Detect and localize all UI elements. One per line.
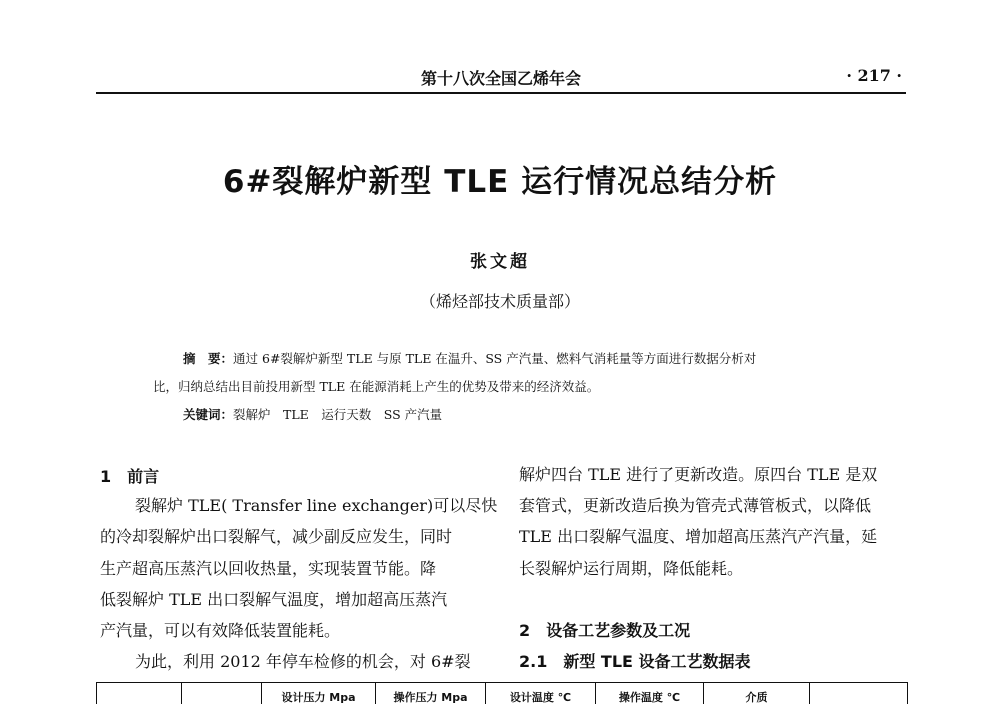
conference-name: 第十八次全国乙烯年会 [420, 69, 581, 88]
keywords-line [183, 407, 442, 423]
author-name: 张文超 [470, 252, 530, 272]
right-paragraph-line: TLE 出口裂解气温度、增加超高压蒸汽产汽量，延 [519, 527, 878, 546]
left-paragraph-line: 产汽量，可以有效降低装置能耗。 [100, 621, 341, 640]
right-paragraph-line: 解炉四台 TLE 进行了更新改造。原四台 TLE 是双 [519, 465, 878, 484]
right-paragraph-line: 长裂解炉运行周期，降低能耗。 [519, 559, 744, 578]
author-affiliation: （烯烃部技术质量部） [419, 292, 580, 311]
table-header-cell: 设计压力 Mpa [261, 683, 375, 704]
tle-process-data-table [96, 682, 908, 704]
right-paragraph-line: 套管式，更新改造后换为管壳式薄管板式，以降低 [519, 496, 872, 515]
keywords-label: 关键词： [183, 407, 234, 422]
table-header-cell: 介质 [703, 683, 809, 704]
left-paragraph-line: 裂解炉 TLE( Transfer line exchanger)可以尽快 [135, 496, 498, 515]
keywords-text: 裂解炉 TLE 运行天数 SS 产汽量 [233, 407, 443, 422]
abstract-label: 摘 要： [183, 351, 234, 366]
section-2-heading: 2 设备工艺参数及工况 [519, 621, 691, 640]
left-paragraph-line: 为此，利用 2012 年停车检修的机会，对 6#裂 [135, 652, 471, 671]
header-rule [96, 92, 906, 94]
left-paragraph-line: 低裂解炉 TLE 出口裂解气温度，增加超高压蒸汽 [100, 590, 448, 609]
left-paragraph-line: 生产超高压蒸汽以回收热量，实现装置节能。降 [100, 559, 437, 578]
left-paragraph-line: 的冷却裂解炉出口裂解气，减少副反应发生，同时 [100, 527, 453, 546]
section-1-heading: 1 前言 [100, 467, 160, 486]
paper-title: 6#裂解炉新型 TLE 运行情况总结分析 [222, 164, 778, 200]
abstract-line-1 [183, 351, 756, 367]
table-header-cell: 操作温度 ℃ [595, 683, 703, 704]
table-header-cell: 设计温度 ℃ [485, 683, 595, 704]
table-header-cell: 操作压力 Mpa [375, 683, 485, 704]
abstract-line-2: 比，归纳总结出目前投用新型 TLE 在能源消耗上产生的优势及带来的经济效益。 [153, 379, 600, 394]
running-header [96, 64, 906, 94]
page-number: · 217 · [846, 66, 902, 85]
abstract-text-1: 通过 6#裂解炉新型 TLE 与原 TLE 在温升、SS 产汽量、燃料气消耗量等方面进行数据分析对 [233, 351, 757, 366]
section-2-1-heading: 2.1 新型 TLE 设备工艺数据表 [519, 652, 751, 671]
table-blank-header-cell [97, 683, 181, 704]
table-blank-header-cell [809, 683, 909, 704]
table-blank-header-cell [181, 683, 261, 704]
